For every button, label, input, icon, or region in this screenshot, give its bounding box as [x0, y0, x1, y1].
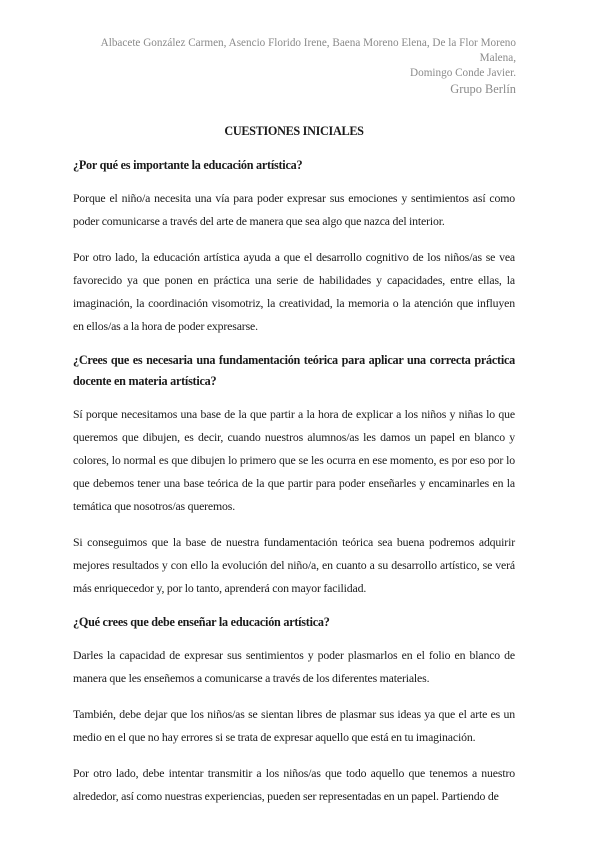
header-authors-line-2: Domingo Conde Javier.: [410, 67, 516, 79]
page-header: [73, 36, 516, 97]
header-group: Grupo Berlín: [450, 82, 516, 96]
question-2: ¿Crees que es necesaria una fundamentación teórica para aplicar una correcta práctica docente en materia artística?: [73, 353, 515, 388]
paragraph: Si conseguimos que la base de nuestra fundamentación teórica sea buena podremos adquirir mejores resultados y con ello la evolución del niño/a, en cuanto a su desarrollo artístico, se verá más enriquecedor y, por lo tanto, aprenderá con mayor facilidad.: [73, 535, 515, 595]
paragraph: Darles la capacidad de expresar sus sentimientos y poder plasmarlos en el folio en blanco de manera que les enseñemos a comunicarse a través de los diferentes materiales.: [73, 648, 515, 685]
question-1: ¿Por qué es importante la educación artística?: [73, 158, 303, 172]
paragraph: Sí porque necesitamos una base de la que partir a la hora de explicar a los niños y niñas lo que queremos que dibujen, es decir, cuando nuestros alumnos/as les damos un papel en blanco y colores, lo normal es que dibujen lo primero que se les ocurra en ese momento, es por eso por lo que debemos tener una base teórica de la que partir para poder enseñarles y encaminarles en la temática que nosotros/as queremos.: [73, 407, 515, 513]
header-authors-line-1: Albacete González Carmen, Asencio Florido Irene, Baena Moreno Elena, De la Flor Moreno Malena,: [100, 37, 516, 64]
paragraph: También, debe dejar que los niños/as se sientan libres de plasmar sus ideas ya que el arte es un medio en el que no hay errores si se trata de expresar aquello que está en tu imaginación.: [73, 707, 515, 744]
document-title: CUESTIONES INICIALES: [224, 124, 364, 138]
paragraph: Por otro lado, debe intentar transmitir a los niños/as que todo aquello que tenemos a nuestro alrededor, así como nuestras experiencias, pueden ser representadas en un papel. Partiendo de: [73, 766, 515, 803]
question-3: ¿Qué crees que debe enseñar la educación artística?: [73, 615, 330, 629]
paragraph: Por otro lado, la educación artística ayuda a que el desarrollo cognitivo de los niños/as se vea favorecido ya que ponen en práctica una serie de habilidades y capacidades, entre ellas, la imaginación, la coordinación visomotriz, la creatividad, la memoria o la atención que influyen en ellos/as a la hora de poder expresarse.: [73, 250, 515, 333]
paragraph: Porque el niño/a necesita una vía para poder expresar sus emociones y sentimientos así como poder comunicarse a través del arte de manera que sea algo que nazca del interior.: [73, 191, 515, 228]
